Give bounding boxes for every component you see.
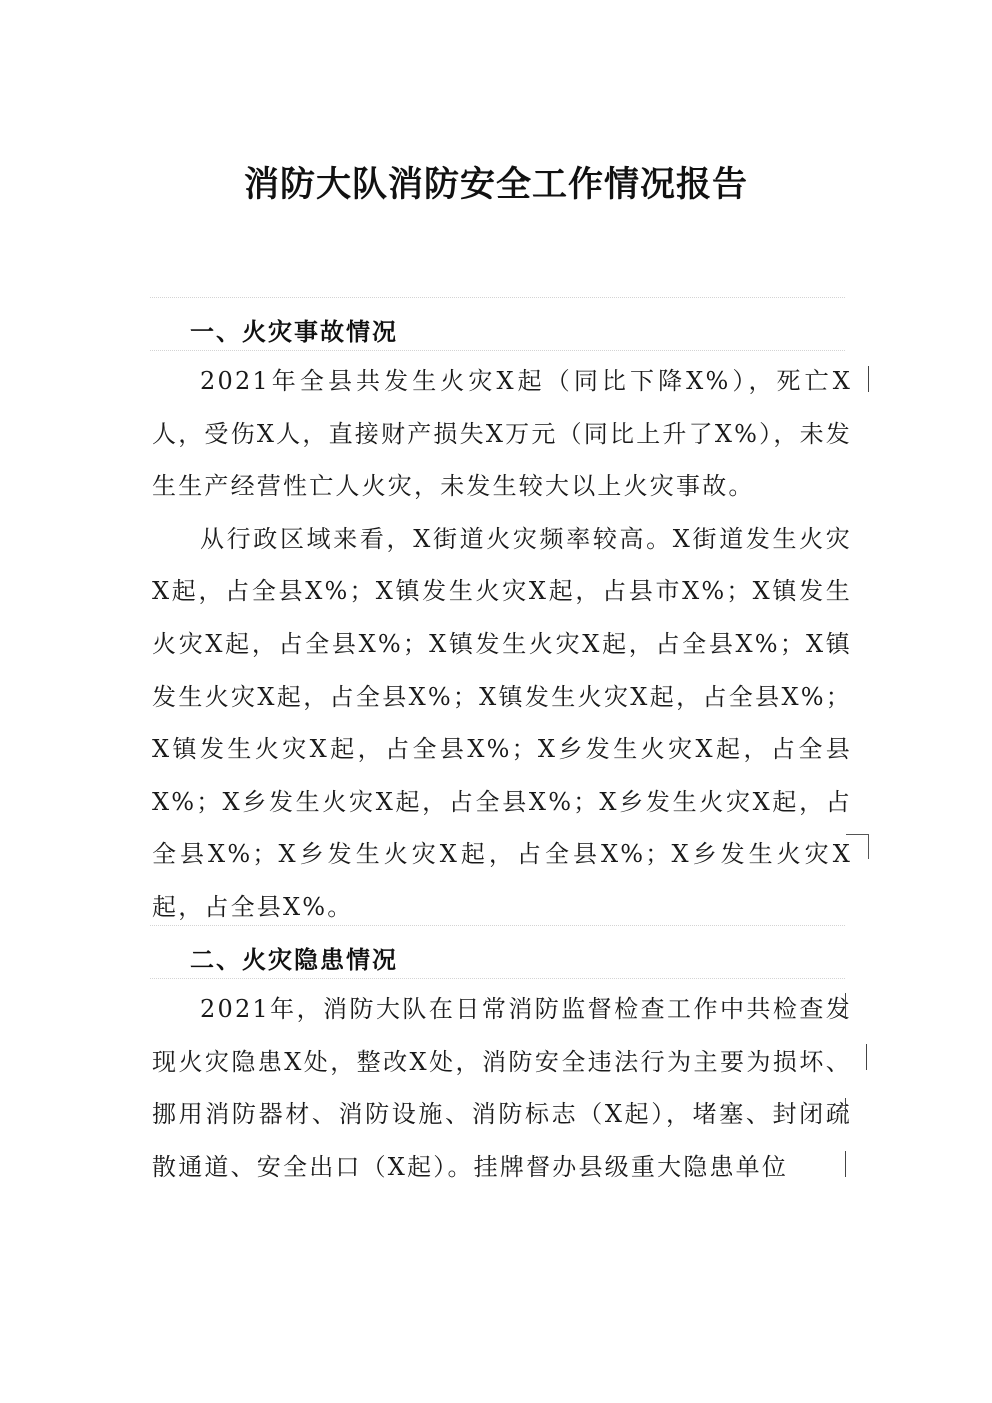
margin-marker <box>845 1151 846 1177</box>
section-divider <box>150 350 845 351</box>
margin-marker <box>845 1098 846 1124</box>
section-heading-1: 一、火灾事故情况 <box>190 318 398 346</box>
margin-marker <box>866 1044 867 1070</box>
margin-corner-marker <box>846 834 869 859</box>
margin-marker <box>845 993 846 1019</box>
section-divider <box>150 978 845 979</box>
section-heading-2: 二、火灾隐患情况 <box>190 946 398 974</box>
paragraph: 2021年全县共发生火灾X起（同比下降X%），死亡X人，受伤X人，直接财产损失X万元（同比上升了X%），未发生生产经营性亡人火灾，未发生较大以上火灾事故。 <box>152 367 852 501</box>
document-title: 消防大队消防安全工作情况报告 <box>243 164 748 205</box>
section-divider <box>150 925 845 926</box>
paragraph: 2021年，消防大队在日常消防监督检查工作中共检查发现火灾隐患X处，整改X处，消防安全违法行为主要为损坏、挪用消防器材、消防设施、消防标志（X起），堵塞、封闭疏散通道、安全出口（X起）。挂牌督办县级重大隐患单位 <box>152 995 852 1181</box>
section-1-body <box>152 355 852 934</box>
margin-marker <box>868 366 869 392</box>
paragraph: 从行政区域来看，X街道火灾频率较高。X街道发生火灾X起，占全县X%；X镇发生火灾X起，占县市X%；X镇发生火灾X起，占全县X%；X镇发生火灾X起，占全县X%；X镇发生火灾X起，占全县X%；X镇发生火灾X起，占全县X%；X镇发生火灾X起，占全县X%；X乡发生火灾X起，占全县X%；X乡发生火灾X起，占全县X%；X乡发生火灾X起，占全县X%；X乡发生火灾X起，占全县X%；X乡发生火灾X起，占全县X%。 <box>152 524 852 921</box>
section-divider <box>150 297 845 298</box>
section-2-body <box>152 983 852 1193</box>
